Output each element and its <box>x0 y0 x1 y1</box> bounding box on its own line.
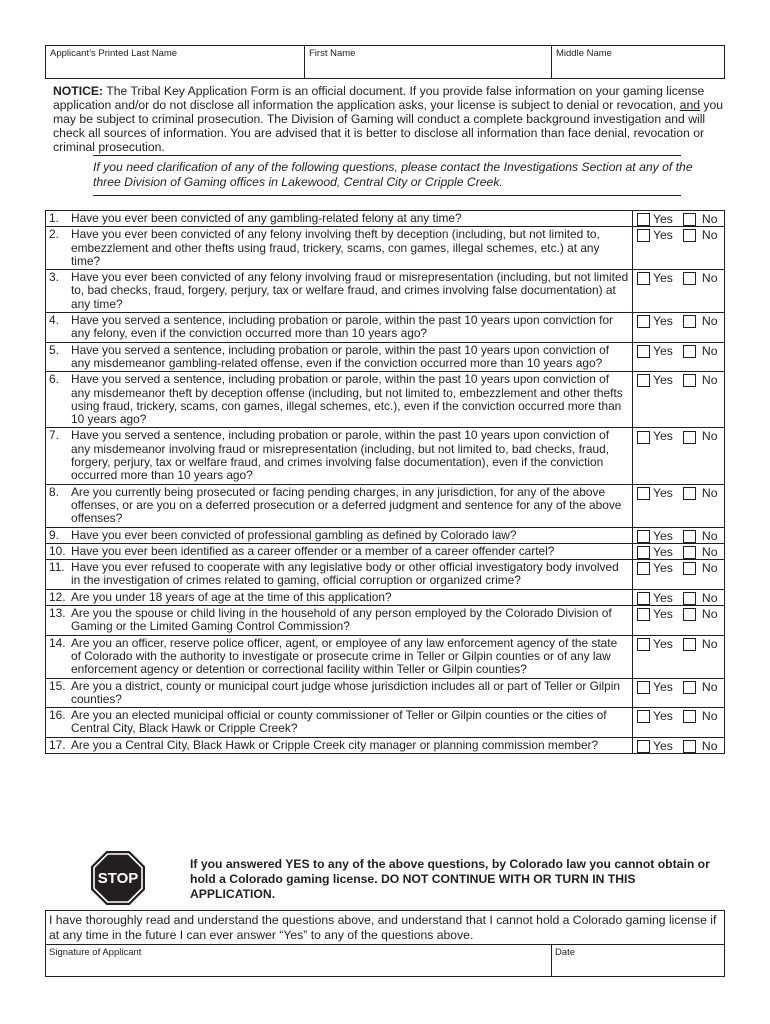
yes-checkbox[interactable] <box>637 229 650 242</box>
question-text: Have you ever been convicted of any gambling-related felony at any time? <box>71 211 462 225</box>
first-name-input[interactable] <box>308 58 548 76</box>
yes-label: Yes <box>653 544 673 559</box>
question-cell <box>46 484 633 527</box>
no-label: No <box>701 271 718 286</box>
question-text: Are you an elected municipal official or county commissioner of Teller or Gilpin counties or the cities of Central City, Black Hawk or Cripple Creek? <box>71 708 607 736</box>
no-checkbox[interactable] <box>683 213 696 226</box>
no-label: No <box>701 590 718 605</box>
question-number: 12. <box>49 589 66 604</box>
question-number: 5. <box>49 342 59 357</box>
answer-cell <box>633 372 725 428</box>
clarification-top-rule <box>93 155 681 156</box>
answer-cell <box>633 589 725 605</box>
question-cell <box>46 527 633 543</box>
stop-warning: If you answered YES to any of the above questions, by Colorado law you cannot obtain or hold a Colorado gaming license. DO NOT CONTINUE WITH OR TURN IN THIS APPLICATION. <box>190 857 710 901</box>
answer-cell <box>633 678 725 708</box>
question-number: 17. <box>49 737 66 752</box>
yes-checkbox[interactable] <box>637 740 650 753</box>
no-checkbox[interactable] <box>683 315 696 328</box>
question-cell <box>46 678 633 708</box>
yes-checkbox[interactable] <box>637 638 650 651</box>
no-label: No <box>701 544 718 559</box>
middle-name-input[interactable] <box>555 58 721 76</box>
question-number: 8. <box>49 484 59 499</box>
answer-cell <box>633 484 725 527</box>
yes-label: Yes <box>653 271 673 286</box>
no-checkbox[interactable] <box>683 345 696 358</box>
question-text: Are you a Central City, Black Hawk or Cripple Creek city manager or planning commission member? <box>71 737 599 752</box>
answer-cell <box>633 737 725 753</box>
question-cell <box>46 372 633 428</box>
middle-name-label: Middle Name <box>556 48 612 59</box>
question-row <box>46 678 725 708</box>
question-cell <box>46 589 633 605</box>
question-row <box>46 527 725 543</box>
question-row <box>46 543 725 559</box>
question-text: Are you under 18 years of age at the time of this application? <box>71 589 392 604</box>
questions-table <box>45 210 725 754</box>
yes-label: Yes <box>653 738 673 753</box>
answer-cell <box>633 560 725 590</box>
question-number: 2. <box>49 227 59 242</box>
answer-cell <box>633 708 725 738</box>
answer-cell <box>633 635 725 678</box>
question-cell <box>46 428 633 484</box>
yes-label: Yes <box>653 636 673 651</box>
no-label: No <box>701 636 718 651</box>
question-number: 11. <box>49 560 65 575</box>
question-number: 6. <box>49 372 59 387</box>
yes-label: Yes <box>653 679 673 694</box>
yes-label: Yes <box>653 343 673 358</box>
signature-field[interactable] <box>49 958 548 975</box>
question-number: 16. <box>49 708 66 723</box>
stop-sign-icon <box>90 850 146 906</box>
question-cell <box>46 606 633 636</box>
yes-checkbox[interactable] <box>637 608 650 621</box>
yes-label: Yes <box>653 228 673 243</box>
question-row <box>46 211 725 227</box>
question-cell <box>46 211 633 227</box>
clarification-bottom-rule <box>93 195 681 196</box>
yes-checkbox[interactable] <box>637 213 650 226</box>
yes-label: Yes <box>653 709 673 724</box>
notice-heading: NOTICE: <box>53 84 104 98</box>
yes-checkbox[interactable] <box>637 431 650 444</box>
clarification-text: If you need clarification of any of the following questions, please contact the Investigations Section at any of the three Division of Gaming offices in Lakewood, Central City or Cripple Creek. <box>93 160 693 189</box>
yes-checkbox[interactable] <box>637 710 650 723</box>
answer-cell <box>633 606 725 636</box>
no-checkbox[interactable] <box>683 681 696 694</box>
question-text: Have you served a sentence, including probation or parole, within the past 10 years upon conviction of any misdemeanor theft by deception offense (including, but not limited to, embezzlement and other thefts using fraud, trickery, scams, con games, illegal schemes, etc.), even if the conviction occurred more than 10 years ago? <box>71 372 623 427</box>
no-checkbox[interactable] <box>683 740 696 753</box>
question-number: 9. <box>49 527 59 542</box>
no-checkbox[interactable] <box>683 638 696 651</box>
no-label: No <box>701 738 718 753</box>
question-row <box>46 270 725 313</box>
answer-cell <box>633 313 725 343</box>
signature-label: Signature of Applicant <box>49 947 142 958</box>
acknowledgement-text: I have thoroughly read and understand the questions above, and understand that I cannot hold a Colorado gaming license if at any time in the future I can ever answer “Yes” to any of the questions above. <box>49 913 717 942</box>
question-text: Have you ever been convicted of professional gambling as defined by Colorado law? <box>71 527 517 542</box>
yes-checkbox[interactable] <box>637 530 650 543</box>
yes-label: Yes <box>653 607 673 622</box>
question-number: 15. <box>49 678 66 693</box>
yes-checkbox[interactable] <box>637 546 650 559</box>
no-checkbox[interactable] <box>683 272 696 285</box>
no-checkbox[interactable] <box>683 546 696 559</box>
question-text: Have you served a sentence, including probation or parole, within the past 10 years upon conviction for any felony, even if the conviction occurred more than 10 years ago? <box>71 313 614 341</box>
notice-text-part1: The Tribal Key Application Form is an official document. If you provide false information on your gaming license application and/or do not disclose all information the application asks, your license is subject to denial or revocation, <box>53 84 705 112</box>
question-text: Have you ever been convicted of any felony involving theft by deception (including, but not limited to, embezzlement and other thefts using fraud, trickery, scams, con games, illegal schemes, etc.) at any time? <box>71 227 600 268</box>
question-row <box>46 635 725 678</box>
applicant-name-box <box>45 45 725 79</box>
question-row <box>46 560 725 590</box>
notice-and-word: and <box>679 98 701 112</box>
question-cell <box>46 342 633 372</box>
last-name-cell <box>46 46 304 78</box>
question-row <box>46 589 725 605</box>
no-label: No <box>701 314 718 329</box>
no-label: No <box>701 607 718 622</box>
question-number: 13. <box>49 606 66 621</box>
no-label: No <box>701 212 718 226</box>
first-name-label: First Name <box>309 48 356 59</box>
question-row <box>46 372 725 428</box>
no-checkbox[interactable] <box>683 431 696 444</box>
no-checkbox[interactable] <box>683 229 696 242</box>
question-text: Have you served a sentence, including probation or parole, within the past 10 years upon conviction of any misdemeanor gambling-related offense, even if the conviction occurred more than 10 years ago? <box>71 342 610 370</box>
no-label: No <box>701 485 718 500</box>
last-name-label: Applicant’s Printed Last Name <box>50 48 178 59</box>
no-label: No <box>701 679 718 694</box>
question-row <box>46 227 725 270</box>
question-text: Are you an officer, reserve police officer, agent, or employee of any law enforcement agency of the state of Colorado with the authority to investigate or prosecute crime in Teller or Gilpin counties or of any law enforcement agency or detention or correctional facility within Teller or Gilpin counties? <box>71 635 618 677</box>
yes-checkbox[interactable] <box>637 681 650 694</box>
question-cell <box>46 635 633 678</box>
yes-label: Yes <box>653 212 673 226</box>
yes-label: Yes <box>653 373 673 388</box>
answer-cell <box>633 227 725 270</box>
no-label: No <box>701 561 718 576</box>
date-label: Date <box>555 947 576 958</box>
no-checkbox[interactable] <box>683 710 696 723</box>
question-cell <box>46 708 633 738</box>
question-text: Are you currently being prosecuted or facing pending charges, in any jurisdiction, for any of the above offenses, or are you on a deferred prosecution or a deferred judgment and sentence for any of the above offenses? <box>71 484 622 526</box>
question-text: Have you ever been identified as a career offender or a member of a career offender cartel? <box>71 543 555 558</box>
yes-checkbox[interactable] <box>637 562 650 575</box>
no-checkbox[interactable] <box>683 562 696 575</box>
yes-checkbox[interactable] <box>637 272 650 285</box>
yes-checkbox[interactable] <box>637 345 650 358</box>
yes-label: Yes <box>653 314 673 329</box>
no-checkbox[interactable] <box>683 530 696 543</box>
yes-label: Yes <box>653 429 673 444</box>
notice-text-part2: you may be subject to criminal prosecution. The Division of Gaming will conduct a complete background investigation and will check all sources of information. You are advised that it is better to disclose all information than face denial, revocation or criminal prosecution. <box>53 98 724 154</box>
question-number: 4. <box>49 313 59 328</box>
answer-cell <box>633 543 725 559</box>
question-text: Have you ever refused to cooperate with any legislative body or other official investigatory body involved in the investigation of crimes related to gaming, official corruption or organized crime? <box>71 560 619 588</box>
last-name-input[interactable] <box>49 58 301 76</box>
question-number: 3. <box>49 270 59 285</box>
question-row <box>46 428 725 484</box>
yes-checkbox[interactable] <box>637 315 650 328</box>
yes-label: Yes <box>653 528 673 543</box>
signature-cell <box>46 944 551 977</box>
date-field[interactable] <box>555 958 721 975</box>
no-checkbox[interactable] <box>683 592 696 605</box>
question-row <box>46 484 725 527</box>
question-row <box>46 313 725 343</box>
answer-cell <box>633 342 725 372</box>
question-row <box>46 708 725 738</box>
question-number: 1. <box>49 211 59 225</box>
question-cell <box>46 560 633 590</box>
question-cell <box>46 270 633 313</box>
question-row <box>46 737 725 753</box>
question-cell <box>46 313 633 343</box>
question-cell <box>46 227 633 270</box>
no-label: No <box>701 709 718 724</box>
notice-paragraph <box>53 84 725 154</box>
question-row <box>46 606 725 636</box>
answer-cell <box>633 211 725 227</box>
question-cell <box>46 543 633 559</box>
yes-label: Yes <box>653 590 673 605</box>
question-text: Have you ever been convicted of any felony involving fraud or misrepresentation (including, but not limited to, bad checks, fraud, forgery, perjury, tax or welfare fraud, and crimes involving false documentation) at any time? <box>71 270 629 311</box>
acknowledgement-box <box>45 910 725 977</box>
stop-sign-text: STOP <box>97 870 139 887</box>
middle-name-cell <box>551 46 724 78</box>
question-text: Are you the spouse or child living in the household of any person employed by the Colorado Division of Gaming or the Limited Gaming Control Commission? <box>71 606 612 634</box>
question-text: Are you a district, county or municipal court judge whose jurisdiction includes all or part of Teller or Gilpin counties? <box>71 678 620 706</box>
question-cell <box>46 737 633 753</box>
no-label: No <box>701 528 718 543</box>
question-text: Have you served a sentence, including probation or parole, within the past 10 years upon conviction of any misdemeanor involving fraud or misrepresentation (including, but not limited to, bad checks, fraud, forgery, perjury, tax or welfare fraud, and crimes involving false documentation), even if the conviction occurred more than 10 years ago? <box>71 428 610 483</box>
no-label: No <box>701 373 718 388</box>
answer-cell <box>633 428 725 484</box>
yes-checkbox[interactable] <box>637 592 650 605</box>
no-checkbox[interactable] <box>683 487 696 500</box>
question-number: 7. <box>49 428 59 443</box>
yes-checkbox[interactable] <box>637 374 650 387</box>
no-checkbox[interactable] <box>683 608 696 621</box>
first-name-cell <box>304 46 551 78</box>
yes-checkbox[interactable] <box>637 487 650 500</box>
no-label: No <box>701 429 718 444</box>
no-label: No <box>701 343 718 358</box>
question-row <box>46 342 725 372</box>
answer-cell <box>633 527 725 543</box>
question-number: 14. <box>49 635 66 650</box>
answer-cell <box>633 270 725 313</box>
date-cell <box>551 944 724 977</box>
yes-label: Yes <box>653 561 673 576</box>
no-label: No <box>701 228 718 243</box>
no-checkbox[interactable] <box>683 374 696 387</box>
yes-label: Yes <box>653 485 673 500</box>
question-number: 10. <box>49 543 66 558</box>
